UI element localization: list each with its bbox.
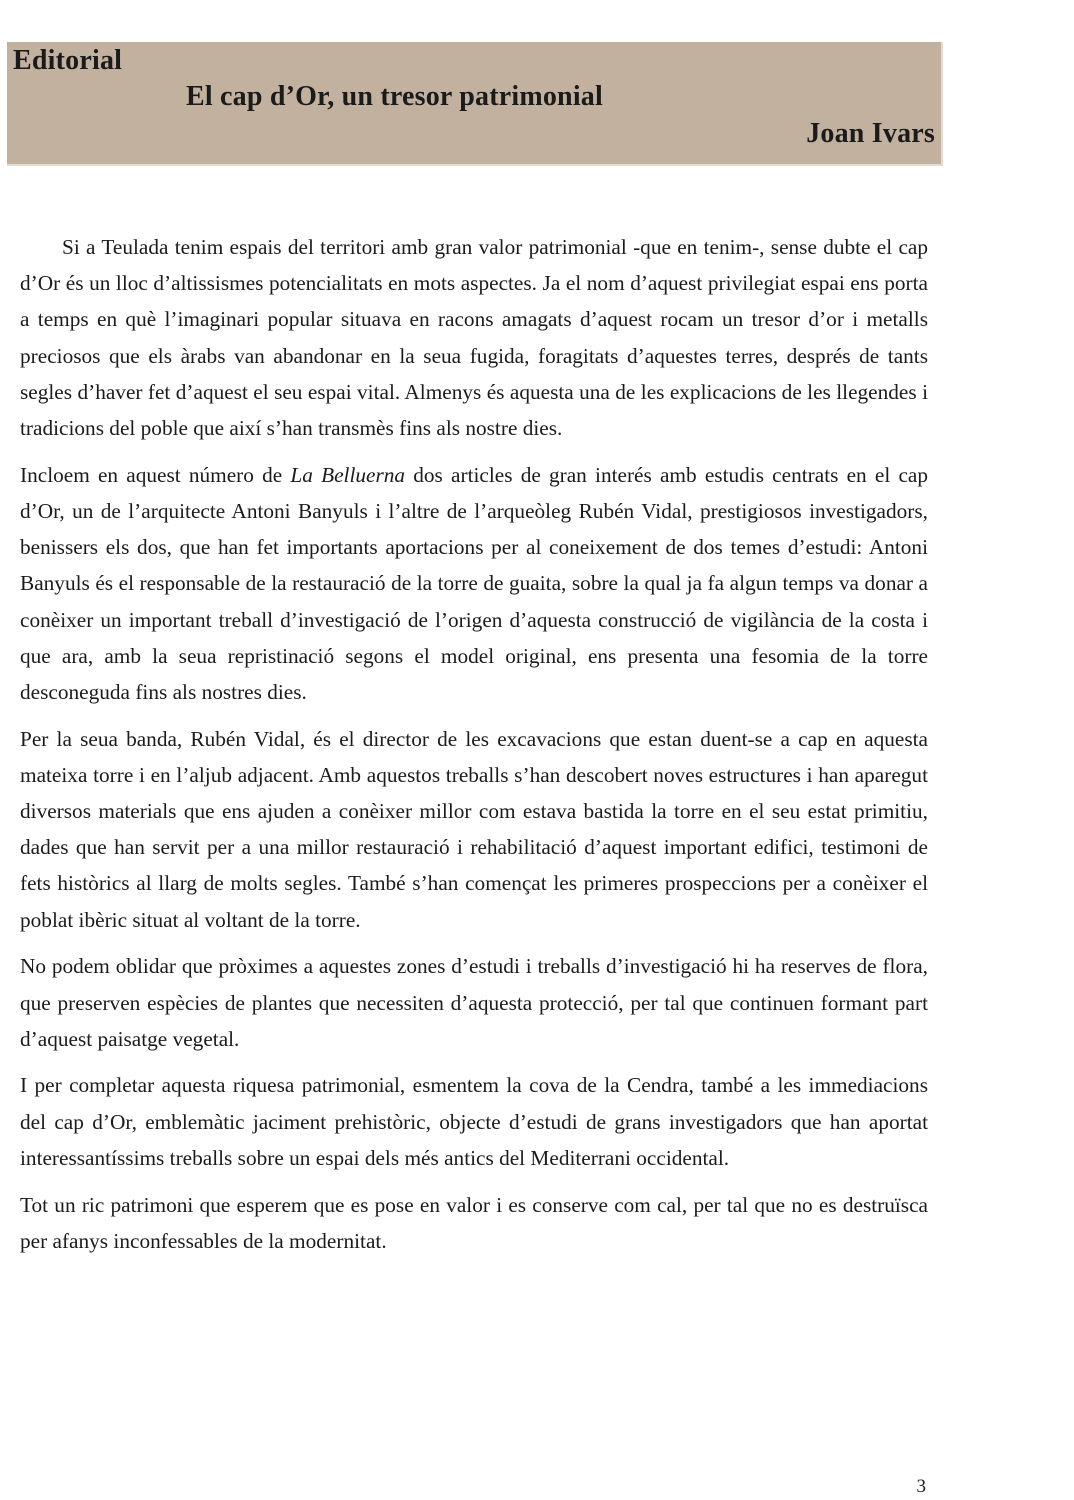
article-author: Joan Ivars: [806, 118, 935, 149]
paragraph-flora: No podem oblidar que pròximes a aquestes zones d’estudi i treballs d’investigació hi ha reserves de flora, que preserven espècies de plantes que necessiten d’aquesta protecció, per tal que continuen formant part d’aquest paisatge vegetal.: [20, 954, 928, 1051]
paragraph-intro: Si a Teulada tenim espais del territori amb gran valor patrimonial -que en tenim-, sense dubte el cap d’Or és un lloc d’altissismes potencialitats en mots aspectes. Ja el nom d’aquest privilegiat espai ens porta a temps en què l’imaginari popular situava en racons amagats d’aquest rocam un tresor d’or i metalls preciosos que els àrabs van abandonar en la seua fugida, foragitats d’aquestes terres, després de tants segles d’haver fet d’aquest el seu espai vital. Almenys és aquesta una de les explicacions de les llegendes i tradicions del poble que així s’han transmès fins als nostre dies.: [20, 235, 928, 441]
editorial-header-banner: [7, 42, 943, 166]
page-number: 3: [916, 1476, 926, 1497]
article-body: [20, 229, 928, 1269]
publication-name: La Belluerna: [290, 462, 406, 487]
paragraph-articles: [20, 457, 928, 710]
paragraph-text: dos articles de gran interés amb estudis centrats en el cap d’Or, un de l’arquitecte Antoni Banyuls i l’altre de l’arqueòleg Rubén Vidal, prestigiosos investigadors, benissers els dos, que han fet importants aportacions per al coneixement de dos temes d’estudi: Antoni Banyuls és el responsable de la restauració de la torre de guaita, sobre la qual ja fa algun temps va donar a conèixer un important treball d’investigació de l’origen d’aquesta construcció de vigilància de la costa i que ara, amb la seua repristinació segons el model original, ens presenta una fesomia de la torre desconeguda fins als nostres dies.: [20, 462, 928, 704]
paragraph-conclusion: Tot un ric patrimoni que esperem que es pose en valor i es conserve com cal, per tal que no es destruïsca per afanys inconfessables de la modernitat.: [20, 1192, 928, 1253]
paragraph-excavations: Per la seua banda, Rubén Vidal, és el director de les excavacions que estan duent-se a cap en aquesta mateixa torre i en l’aljub adjacent. Amb aquestos treballs s’han descobert noves estructures i han aparegut diversos materials que ens ajuden a conèixer millor com estava bastida la torre en el seu estat primitiu, dades que han servit per a una millor restauració i rehabilitació d’aquest important edifici, testimoni de fets històrics al llarg de molts segles. També s’han començat les primeres prospeccions per a conèixer el poblat ibèric situat al voltant de la torre.: [20, 726, 928, 932]
paragraph-text: Incloem en aquest número de: [20, 462, 291, 487]
section-label: Editorial: [13, 45, 123, 76]
article-title: El cap d’Or, un tresor patrimonial: [186, 81, 603, 112]
paragraph-cova-cendra: I per completar aquesta riquesa patrimonial, esmentem la cova de la Cendra, també a les immediacions del cap d’Or, emblemàtic jaciment prehistòric, objecte d’estudi de grans investigadors que han aportat interessantíssims treballs sobre un espai dels més antics del Mediterrani occidental.: [20, 1073, 928, 1170]
